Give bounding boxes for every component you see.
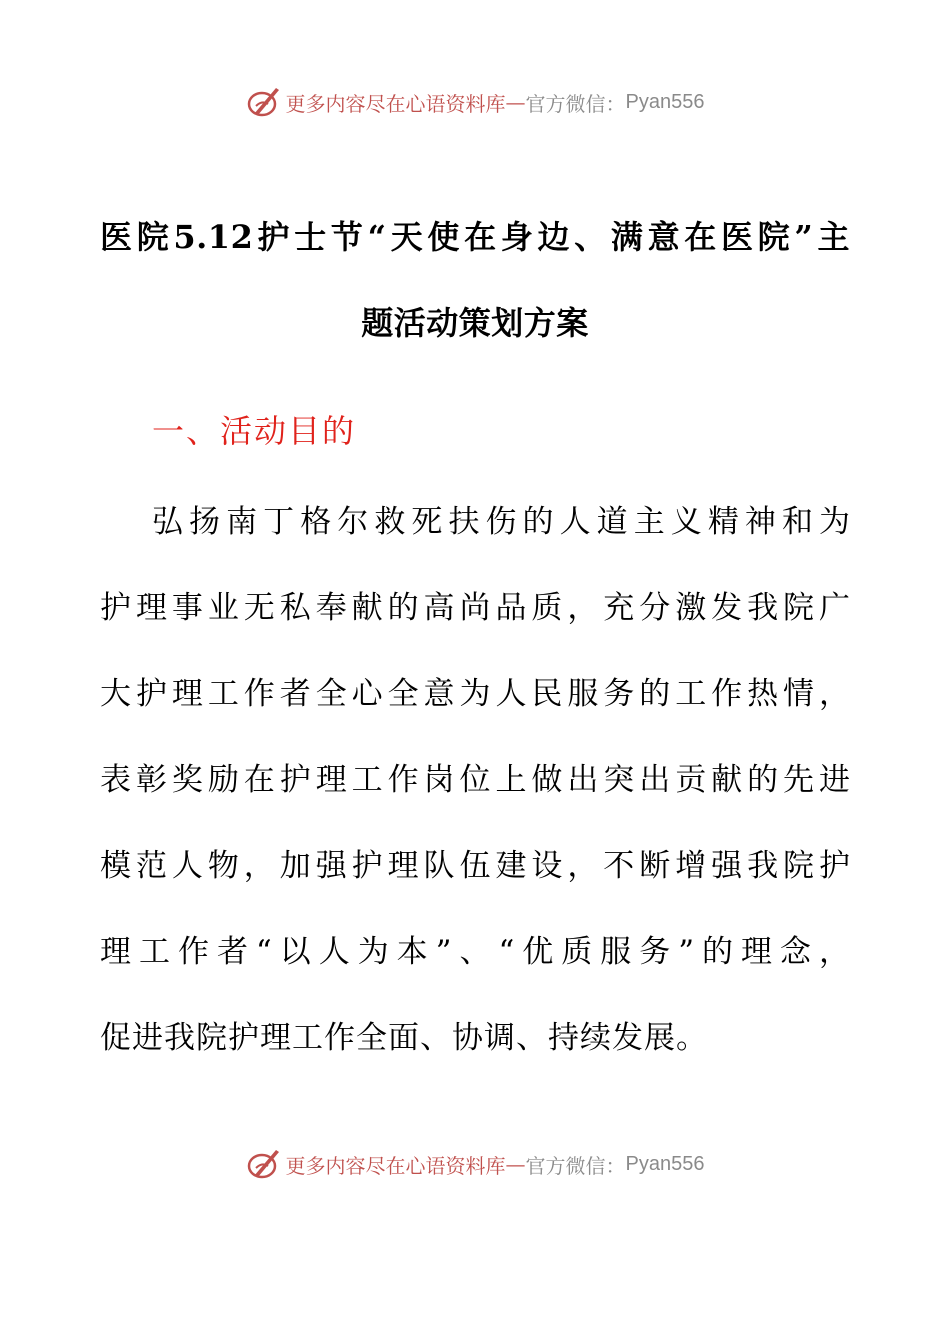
paragraph-line: 护理事业无私奉献的高尚品质，充分激发我院广: [100, 590, 850, 626]
header-watermark: [0, 82, 950, 122]
document-title-line-2: 题活动策划方案: [361, 304, 589, 342]
footer-watermark: [0, 1144, 950, 1184]
watermark-brand-text: 更多内容尽在心语资料库: [285, 91, 506, 116]
paragraph-line: 理工作者“以人为本”、“优质服务”的理念，: [100, 934, 850, 970]
watermark-brand-text: 更多内容尽在心语资料库: [285, 1153, 506, 1178]
watermark-wechat-id: Pyan556: [625, 90, 705, 113]
watermark-separator: —: [505, 1152, 526, 1176]
quill-pen-logo-icon: [246, 1146, 282, 1182]
paragraph-line: 模范人物，加强护理队伍建设，不断增强我院护: [100, 848, 850, 884]
paragraph-line: 表彰奖励在护理工作岗位上做出突出贡献的先进: [100, 762, 850, 798]
watermark-wechat-label: 官方微信：: [525, 1153, 626, 1178]
paragraph-line: 促进我院护理工作全面、协调、持续发展。: [100, 1020, 708, 1056]
watermark-separator: —: [505, 90, 526, 114]
quill-pen-logo-icon: [246, 84, 282, 120]
paragraph-line: 弘扬南丁格尔救死扶伤的人道主义精神和为: [152, 504, 850, 540]
section-heading: 一、活动目的: [152, 412, 357, 450]
watermark-wechat-id: Pyan556: [625, 1152, 705, 1175]
watermark-wechat-label: 官方微信：: [525, 91, 626, 116]
paragraph-line: 大护理工作者全心全意为人民服务的工作热情，: [100, 676, 850, 712]
document-title-line-1: 医院5.12护士节“天使在身边、满意在医院”主: [100, 218, 850, 256]
